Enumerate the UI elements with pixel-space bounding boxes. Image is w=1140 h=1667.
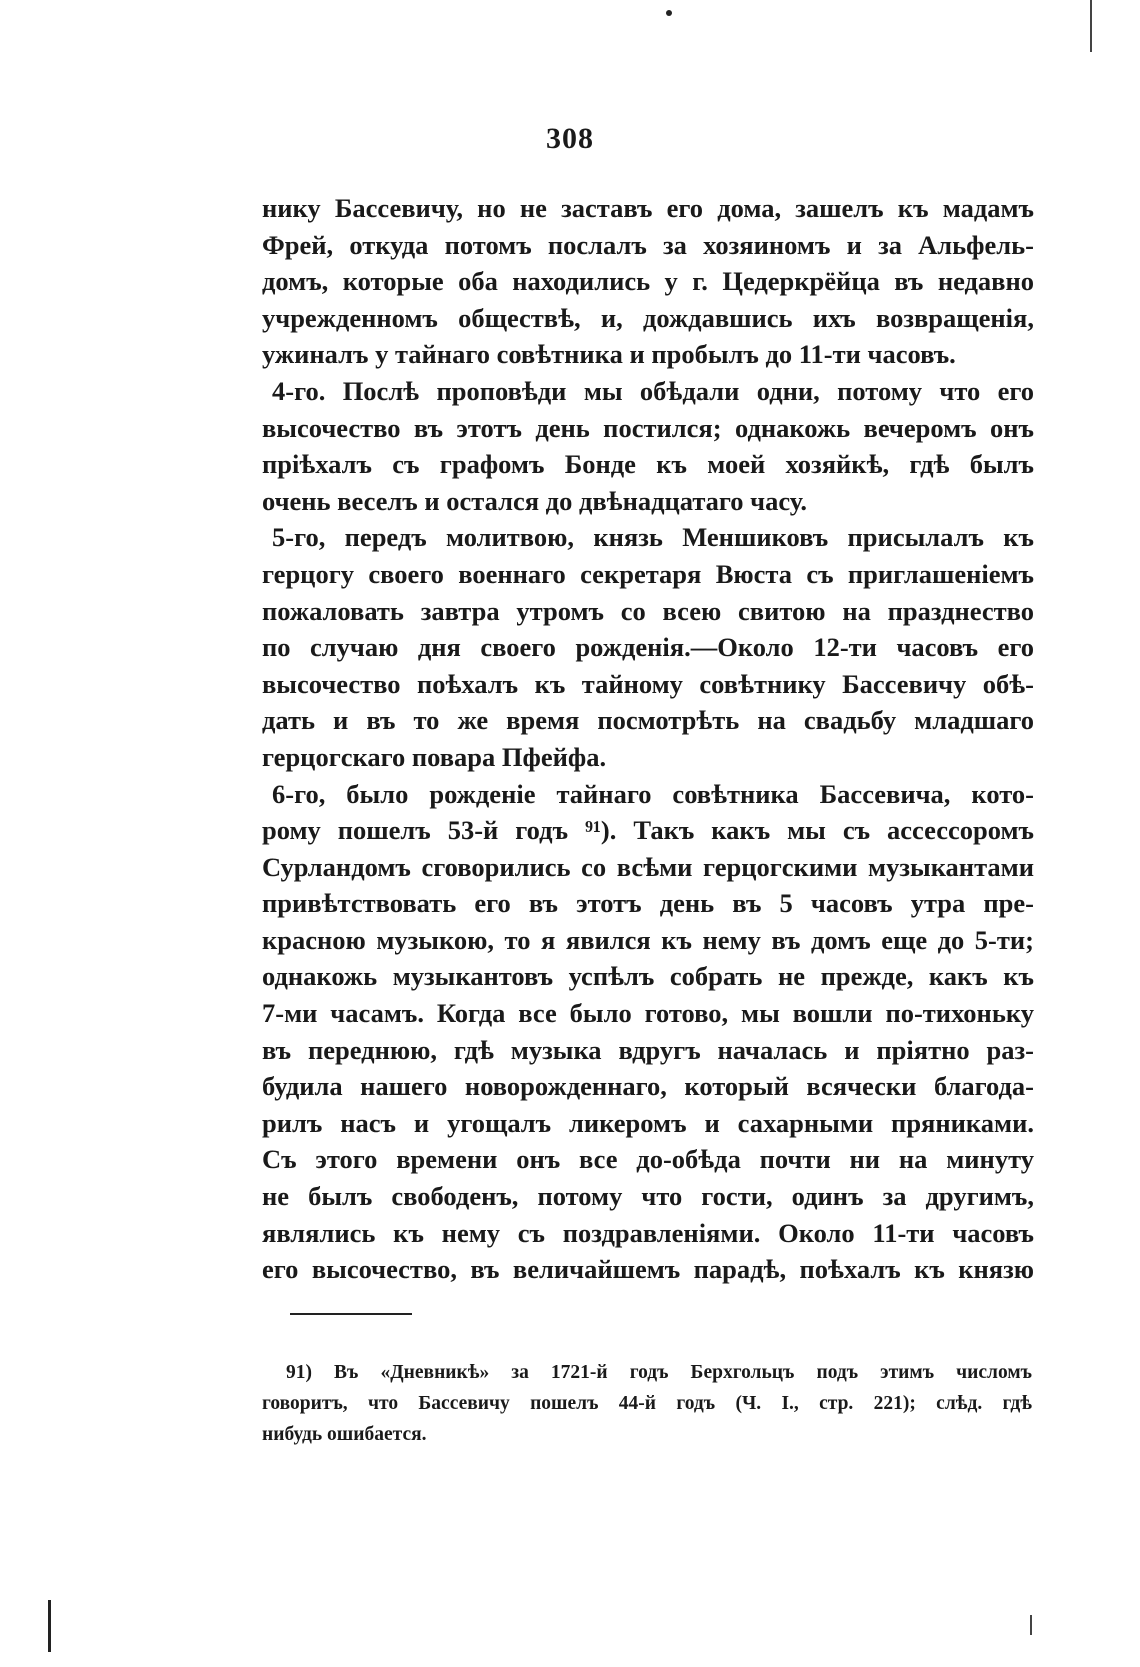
text-line: очень веселъ и остался до двѣнадцатаго часу. (262, 485, 808, 516)
text-line: высочество въ этотъ день постился; однакожь вечеромъ онъ (262, 412, 1034, 443)
text-line: дать и въ то же время посмотрѣть на свадьбу младшаго (262, 705, 1034, 736)
footnote-line: 91) Въ «Дневникѣ» за 1721-й годъ Берхгольцъ подъ этимъ числомъ (286, 1362, 1032, 1383)
text-line: пожаловать завтра утромъ со всею свитою на празднество (262, 595, 1034, 626)
footnote-separator (290, 1313, 412, 1315)
text-line: ужиналъ у тайнаго совѣтника и пробылъ до 11-ти часовъ. (262, 339, 956, 370)
text-line: по случаю дня своего рожденія.—Около 12-ти часовъ его (262, 632, 1034, 663)
text-line: домъ, которые оба находились у г. Цедеркрёйца въ недавно (262, 266, 1034, 297)
text-line: его высочество, въ величайшемъ парадѣ, поѣхалъ къ князю (262, 1254, 1034, 1285)
text-line: пріѣхалъ съ графомъ Бонде къ моей хозяйкѣ, гдѣ былъ (262, 449, 1034, 480)
scan-edge-mark-bottom (1030, 1615, 1032, 1635)
text-line: высочество поѣхалъ къ тайному совѣтнику Бассевичу обѣ- (262, 668, 1034, 699)
body-text (262, 190, 1034, 1288)
text-line: рому пошелъ 53-й годъ ⁹¹). Такъ какъ мы съ ассессоромъ (262, 815, 1034, 846)
text-line: привѣтствовать его въ этотъ день въ 5 часовъ утра пре- (262, 888, 1034, 919)
text-line: являлись къ нему съ поздравленіями. Около 11-ти часовъ (262, 1217, 1034, 1248)
text-line: 7-ми часамъ. Когда все было готово, мы вошли по-тихоньку (262, 998, 1034, 1029)
text-line: герцогскаго повара Пфейфа. (262, 741, 607, 772)
footnote (262, 1357, 1032, 1450)
text-line: Сурландомъ сговорились со всѣми герцогскими музыкантами (262, 851, 1034, 882)
text-line: рилъ насъ и угощалъ ликеромъ и сахарными пряниками. (262, 1107, 1034, 1138)
text-line: 6-го, было рожденіе тайнаго совѣтника Бассевича, кото- (272, 778, 1034, 809)
text-line: нику Бассевичу, но не заставъ его дома, зашелъ къ мадамъ (262, 193, 1034, 223)
text-line: Фрей, откуда потомъ послалъ за хозяиномъ и за Альфель- (262, 229, 1034, 260)
text-line: въ переднюю, гдѣ музыка вдругъ началась и пріятно раз- (262, 1034, 1034, 1065)
footnote-line: нибудь ошибается. (262, 1424, 427, 1445)
scan-edge-mark-left (48, 1600, 51, 1652)
text-line: Съ этого времени онъ все до-обѣда почти ни на минуту (262, 1144, 1034, 1175)
text-line: герцогу своего военнаго секретаря Вюста съ приглашеніемъ (262, 558, 1034, 589)
text-line: однакожь музыкантовъ успѣлъ собрать не прежде, какъ къ (262, 961, 1034, 992)
footnote-line: говоритъ, что Бассевичу пошелъ 44-й годъ (Ч. I., стр. 221); слѣд. гдѣ (262, 1393, 1032, 1414)
page-number: 308 (546, 122, 594, 155)
scan-edge-mark (1090, 0, 1092, 52)
text-line: не былъ свободенъ, потому что гости, одинъ за другимъ, (262, 1181, 1034, 1212)
text-line: 4-го. Послѣ проповѣди мы обѣдали одни, потому что его (272, 375, 1034, 406)
page-mark-dot (666, 10, 672, 16)
text-line: учрежденномъ обществѣ, и, дождавшись ихъ возвращенія, (262, 302, 1034, 333)
text-line: 5-го, передъ молитвою, князь Меншиковъ присылалъ къ (272, 522, 1034, 553)
text-line: будила нашего новорожденнаго, который всячески благода- (262, 1071, 1034, 1102)
text-line: красною музыкою, то я явился къ нему въ домъ еще до 5-ти; (262, 924, 1034, 955)
